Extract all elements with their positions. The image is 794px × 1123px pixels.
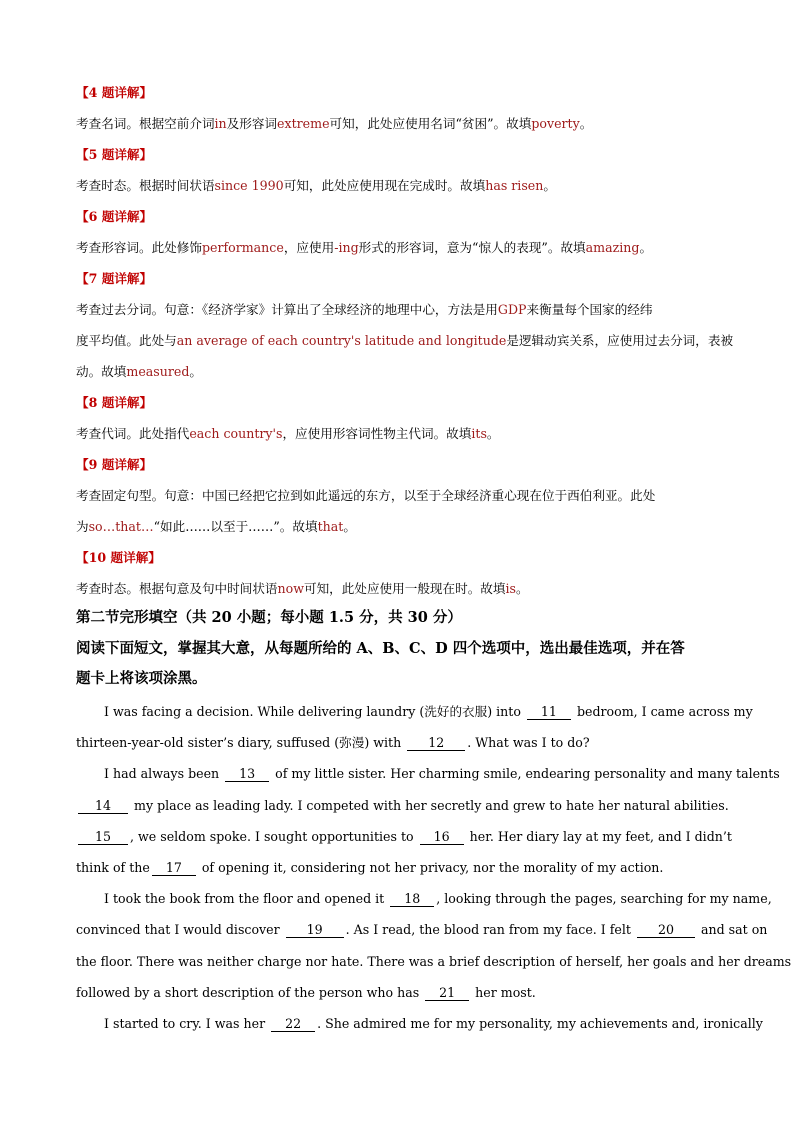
explanation-text: each country's — [189, 426, 283, 441]
passage-line — [76, 796, 732, 816]
blank-14: 14 — [78, 798, 128, 814]
explanation-heading: 【9 题详解】 — [76, 457, 153, 472]
explanation-text: that — [317, 519, 344, 534]
explanation-text: 。 — [189, 364, 202, 379]
blank-18: 18 — [390, 891, 434, 907]
explanation-line — [76, 300, 732, 320]
explanation-text: 。 — [543, 178, 556, 193]
passage-text: . What was I to do? — [467, 735, 590, 751]
explanation-text: “如此……以至于……”。故填 — [153, 519, 318, 534]
explanation-heading: 【4 题详解】 — [76, 85, 153, 100]
passage-text: . As I read, the blood ran from my face. I felt — [345, 922, 635, 938]
passage-line — [104, 764, 780, 784]
passage-text: think of the — [76, 860, 150, 875]
explanation-text: 考查时态。根据时间状语 — [76, 178, 215, 193]
explanation-text: 度平均值。此处与 — [76, 333, 177, 348]
passage-line — [76, 952, 792, 972]
passage-text: I started to cry. I was her — [104, 1016, 270, 1031]
passage-line — [76, 858, 732, 878]
explanation-text: ，应使用形容词性物主代词。故填 — [282, 426, 472, 441]
explanation-line — [76, 176, 732, 196]
explanation-line — [76, 331, 732, 351]
blank-16: 16 — [420, 829, 464, 845]
explanation-text: poverty — [531, 116, 580, 131]
explanation-text: 动。故填 — [76, 364, 127, 379]
blank-22: 22 — [271, 1016, 315, 1032]
passage-text: her most. — [471, 984, 536, 1000]
passage-text: and sat on — [696, 922, 768, 938]
explanation-text: since 1990 — [214, 178, 284, 193]
explanation-text: amazing — [585, 240, 640, 255]
passage-text: . She admired me for my personality, my achievements and, ironically — [317, 1016, 763, 1031]
explanation-text: 形式的形容词，意为“惊人的表现”。故填 — [358, 240, 586, 255]
passage-line — [104, 1014, 763, 1034]
explanation-text: 考查形容词。此处修饰 — [76, 240, 202, 255]
passage-text: of my little sister. Her charming smile, endearing personality and many talents — [271, 766, 780, 782]
explanation-text: has risen — [485, 178, 544, 193]
explanation-text: GDP — [497, 302, 527, 317]
explanation-text: 。 — [486, 426, 500, 441]
explanation-text: 可知，此处应使用现在完成时。故填 — [283, 178, 486, 193]
passage-line — [76, 920, 768, 940]
blank-13: 13 — [225, 766, 269, 782]
explanation-text: ，应使用 — [283, 240, 335, 255]
explanation-heading: 【5 题详解】 — [76, 147, 153, 162]
blank-11: 11 — [527, 704, 571, 720]
blank-17: 17 — [152, 860, 196, 876]
passage-line — [104, 702, 760, 722]
explanation-line — [76, 362, 732, 382]
explanation-text: 及形容词 — [226, 116, 278, 131]
passage-text: followed by a short description of the person who has — [76, 984, 424, 1000]
passage-text: of opening it, considering not her privacy, nor the morality of my action. — [197, 860, 664, 875]
passage-text: convinced that I would discover — [76, 922, 284, 938]
explanation-text: its — [471, 426, 487, 441]
explanation-text: an average of each country's latitude and longitude — [176, 333, 507, 348]
explanation-line — [76, 114, 732, 134]
passage-line — [76, 733, 732, 753]
explanation-line — [76, 579, 732, 599]
explanation-text: -ing — [334, 240, 359, 255]
explanation-text: now — [277, 581, 304, 596]
explanation-text: 可知，此处应使用一般现在时。故填 — [303, 581, 506, 596]
explanation-heading: 【6 题详解】 — [76, 209, 153, 224]
passage-text: , we seldom spoke. I sought opportunities to — [130, 828, 418, 844]
explanation-text: 为 — [76, 519, 89, 534]
passage-text: her. Her diary lay at my feet, and I didn’t — [465, 828, 732, 844]
passage-text: I was facing a decision. While delivering laundry (洗好的衣服) into — [104, 704, 525, 719]
passage-text: thirteen-year-old sister’s diary, suffused (弥漫) with — [76, 735, 406, 751]
passage-text: my place as leading lady. I competed with her secretly and grew to hate her natural abilities. — [130, 797, 729, 813]
explanation-line — [76, 238, 732, 258]
explanation-text: 。 — [639, 240, 653, 255]
explanation-line — [76, 517, 732, 537]
explanation-text: 来衡量每个国家的经纬 — [526, 302, 653, 317]
passage-text: the floor. There was neither charge nor hate. There was a brief description of herself, her goals and her dreams — [76, 953, 792, 969]
explanation-heading: 【10 题详解】 — [76, 550, 161, 565]
explanation-text: 考查过去分词。句意：《经济学家》计算出了全球经济的地理中心，方法是用 — [76, 302, 498, 317]
blank-19: 19 — [286, 922, 344, 938]
explanation-text: 是逻辑动宾关系，应使用过去分词，表被 — [506, 333, 734, 348]
explanation-text: 考查代词。此处指代 — [76, 426, 190, 441]
explanation-text: 考查时态。根据句意及句中时间状语 — [76, 581, 278, 596]
explanation-text: is — [505, 581, 516, 596]
explanation-heading: 【8 题详解】 — [76, 395, 153, 410]
explanation-text: 。 — [343, 519, 356, 534]
blank-20: 20 — [637, 922, 695, 938]
explanation-text: 可知，此处应使用名词“贫困”。故填 — [329, 116, 532, 131]
passage-line — [76, 827, 732, 847]
section-instruction: 阅读下面短文，掌握其大意，从每题所给的 A、B、C、D 四个选项中，选出最佳选项，并在答 — [76, 640, 685, 657]
passage-text: bedroom, I came across my — [572, 704, 753, 719]
explanation-text: 考查固定句型。句意：中国已经把它拉到如此遥远的东方，以至于全球经济重心现在位于西伯利亚。此处 — [76, 488, 656, 503]
passage-text: , looking through the pages, searching for my name, — [436, 891, 772, 907]
passage-text: I took the book from the floor and opened it — [104, 891, 389, 907]
passage-text: I had always been — [104, 766, 224, 782]
explanation-line — [76, 424, 732, 444]
explanation-text: in — [214, 116, 227, 131]
explanation-text: performance — [201, 240, 284, 255]
passage-line — [104, 889, 772, 909]
explanation-text: extreme — [277, 116, 330, 131]
explanation-text: 。 — [579, 116, 593, 131]
blank-12: 12 — [407, 735, 465, 751]
explanation-heading: 【7 题详解】 — [76, 271, 153, 286]
explanation-line — [76, 486, 732, 506]
blank-15: 15 — [78, 829, 128, 845]
section-title: 第二节完形填空（共 20 小题；每小题 1.5 分，共 30 分） — [76, 609, 462, 626]
explanation-text: 考查名词。根据空前介词 — [76, 116, 215, 131]
explanation-text: so…that… — [88, 519, 154, 534]
section-instruction: 题卡上将该项涂黑。 — [76, 670, 207, 687]
explanation-text: measured — [126, 364, 190, 379]
blank-21: 21 — [425, 985, 469, 1001]
passage-line — [76, 983, 732, 1003]
explanation-text: 。 — [515, 581, 529, 596]
